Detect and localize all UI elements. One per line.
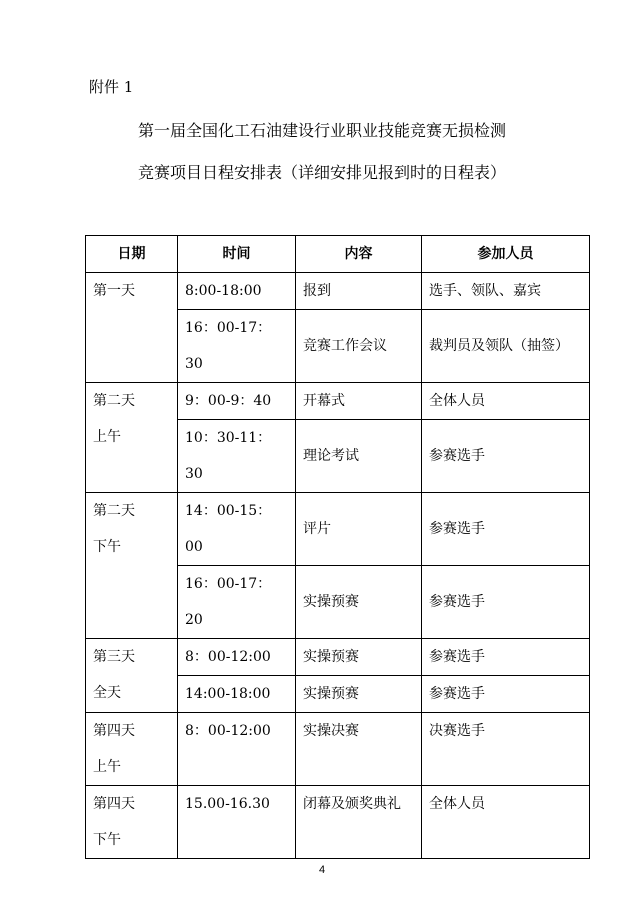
date-line1: 第三天 xyxy=(93,649,135,665)
table-header-row xyxy=(86,236,590,273)
date-line2: 上午 xyxy=(93,429,121,445)
time-cell: 15.00-16.30 xyxy=(178,786,296,859)
date-line1: 第二天 xyxy=(93,393,135,409)
time-cell: 9：00-9：40 xyxy=(178,383,296,420)
date-line1: 第四天 xyxy=(93,796,135,812)
participants-cell: 参赛选手 xyxy=(422,676,590,713)
time-cell: 8：00-12:00 xyxy=(178,713,296,786)
date-cell xyxy=(86,786,178,859)
date-line2: 下午 xyxy=(93,832,121,848)
table-row xyxy=(86,383,590,420)
content-cell: 闭幕及颁奖典礼 xyxy=(296,786,422,859)
header-content: 内容 xyxy=(296,236,422,273)
participants-cell: 选手、领队、嘉宾 xyxy=(422,273,590,310)
participants-cell: 参赛选手 xyxy=(422,420,590,493)
content-cell: 报到 xyxy=(296,273,422,310)
time-cell: 14：00-15：00 xyxy=(178,493,296,566)
content-cell: 理论考试 xyxy=(296,420,422,493)
attachment-label: 附件 1 xyxy=(89,78,134,96)
content-cell: 开幕式 xyxy=(296,383,422,420)
date-line2: 下午 xyxy=(93,539,121,555)
header-time: 时间 xyxy=(178,236,296,273)
table-row xyxy=(86,493,590,566)
table-row xyxy=(86,713,590,786)
date-line2: 全天 xyxy=(93,685,121,701)
table-row xyxy=(86,273,590,310)
time-cell: 8：00-12:00 xyxy=(178,639,296,676)
schedule-table xyxy=(85,235,590,859)
participants-cell: 裁判员及领队（抽签） xyxy=(422,310,590,383)
time-cell: 16：00-17：20 xyxy=(178,566,296,639)
participants-cell: 参赛选手 xyxy=(422,493,590,566)
table-row xyxy=(86,786,590,859)
content-cell: 竞赛工作会议 xyxy=(296,310,422,383)
date-cell xyxy=(86,273,178,383)
time-cell: 14:00-18:00 xyxy=(178,676,296,713)
header-participants: 参加人员 xyxy=(422,236,590,273)
content-cell: 实操决赛 xyxy=(296,713,422,786)
content-cell: 实操预赛 xyxy=(296,566,422,639)
table-row xyxy=(86,639,590,676)
date-cell xyxy=(86,639,178,713)
page-number: 4 xyxy=(318,864,326,876)
participants-cell: 决赛选手 xyxy=(422,713,590,786)
participants-cell: 参赛选手 xyxy=(422,566,590,639)
document-title-line2: 竞赛项目日程安排表（详细安排见报到时的日程表） xyxy=(137,163,506,182)
participants-cell: 全体人员 xyxy=(422,786,590,859)
date-cell xyxy=(86,493,178,639)
header-date: 日期 xyxy=(86,236,178,273)
time-cell: 16：00-17：30 xyxy=(178,310,296,383)
date-cell xyxy=(86,383,178,493)
time-cell: 10：30-11：30 xyxy=(178,420,296,493)
content-cell: 实操预赛 xyxy=(296,676,422,713)
date-line1: 第四天 xyxy=(93,723,135,739)
document-title-line1: 第一届全国化工石油建设行业职业技能竞赛无损检测 xyxy=(137,121,506,140)
date-line1: 第一天 xyxy=(93,283,135,299)
content-cell: 评片 xyxy=(296,493,422,566)
time-cell: 8:00-18:00 xyxy=(178,273,296,310)
date-line1: 第二天 xyxy=(93,503,135,519)
content-cell: 实操预赛 xyxy=(296,639,422,676)
participants-cell: 参赛选手 xyxy=(422,639,590,676)
date-cell xyxy=(86,713,178,786)
participants-cell: 全体人员 xyxy=(422,383,590,420)
date-line2: 上午 xyxy=(93,759,121,775)
